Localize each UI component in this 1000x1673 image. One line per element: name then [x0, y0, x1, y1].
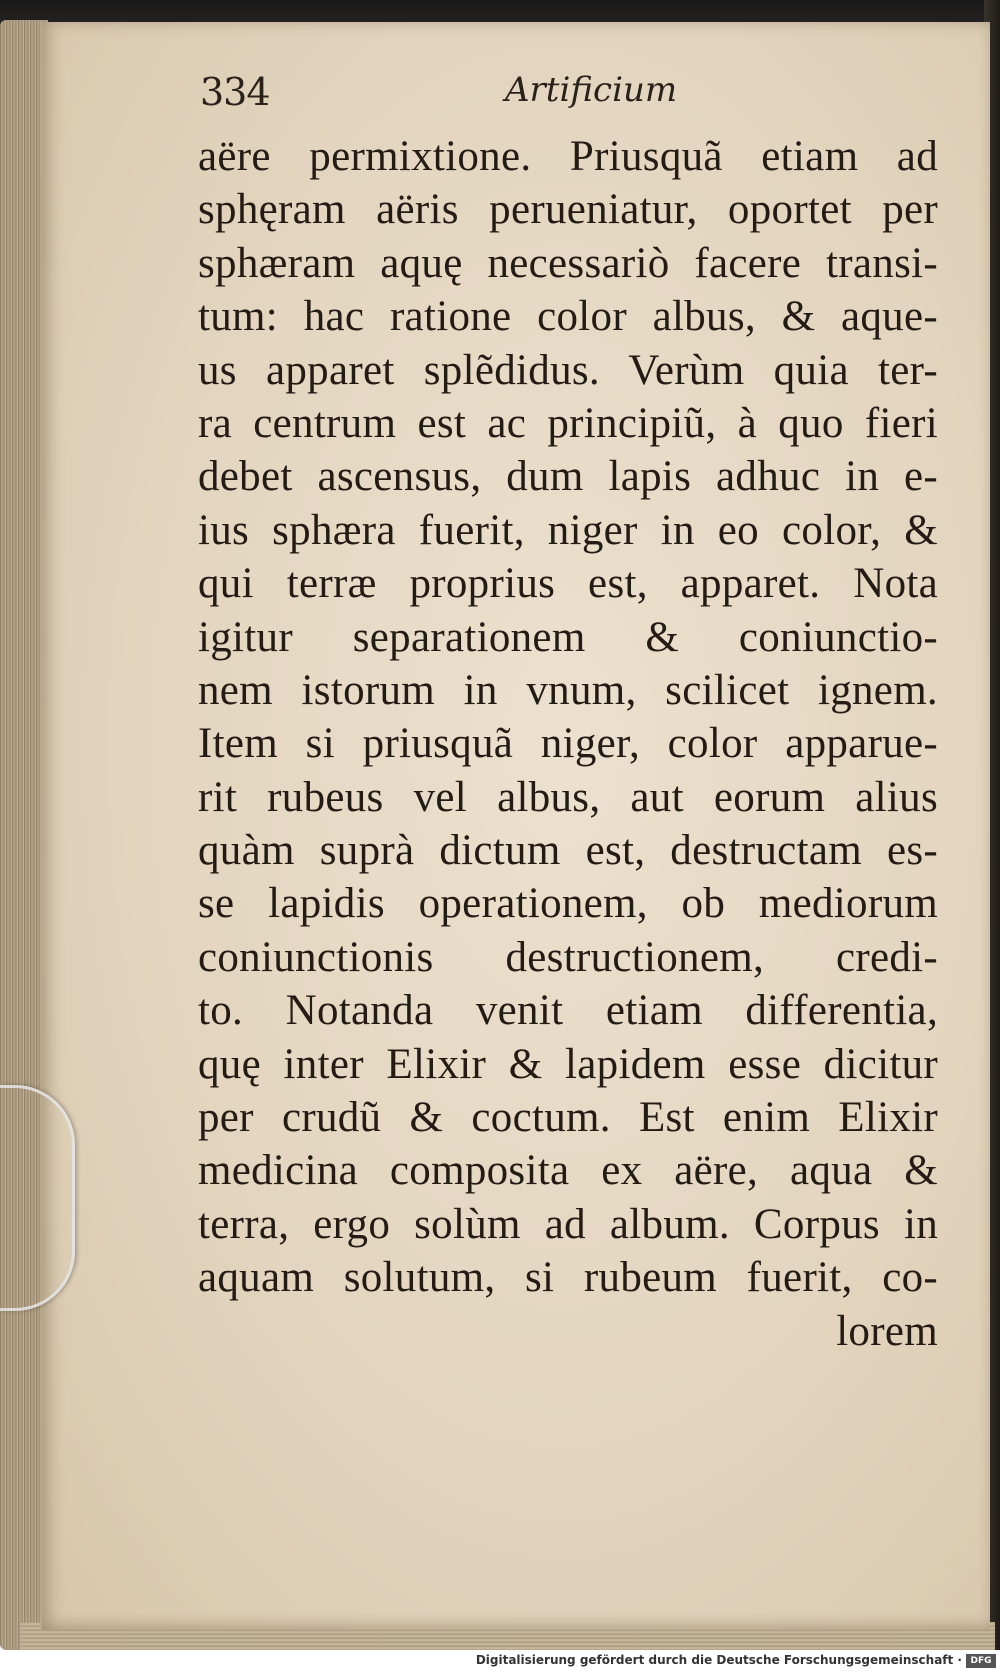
text-line: rit rubeus vel albus, aut eorum alius [198, 773, 938, 821]
text-line: igitur separationem & coniunctio- [198, 613, 938, 661]
text-line: ius sphæra fuerit, niger in eo color, & [198, 506, 938, 554]
page-holder-clip [0, 1085, 75, 1311]
text-line: us apparet splẽdidus. Verùm quia ter- [198, 346, 938, 394]
text-line: Item si priusquã niger, color apparue- [198, 720, 938, 768]
text-line: per crudũ & coctum. Est enim Elixir [198, 1094, 938, 1142]
text-line: ra centrum est ac principiũ, à quo fieri [198, 399, 938, 447]
text-line: tum: hac ratione color albus, & aque- [198, 293, 938, 341]
funding-credit: Digitalisierung gefördert durch die Deutsche Forschungsgemeinschaft · [475, 1653, 962, 1667]
running-title: Artificium [505, 70, 678, 110]
digitization-footer [0, 1650, 1000, 1673]
running-head [200, 70, 920, 130]
dfg-logo-icon: DFG [966, 1654, 996, 1668]
text-line: quę inter Elixir & lapidem esse dicitur [198, 1040, 938, 1088]
text-line: to. Notanda venit etiam differentia, [198, 987, 938, 1035]
text-line: se lapidis operationem, ob mediorum [198, 880, 938, 928]
text-line: medicina composita ex aëre, aqua & [198, 1147, 938, 1195]
text-line: quàm suprà dictum est, destructam es- [198, 827, 938, 875]
text-line: qui terræ proprius est, apparet. Nota [198, 560, 938, 608]
body-text [198, 130, 938, 1358]
text-line: sphęram aëris perueniatur, oportet per [198, 186, 938, 234]
catchword: lorem [836, 1307, 938, 1355]
text-line: debet ascensus, dum lapis adhuc in e- [198, 453, 938, 501]
text-line: nem istorum in vnum, scilicet ignem. [198, 666, 938, 714]
text-line: aquam solutum, si rubeum fuerit, co- [198, 1254, 938, 1302]
text-line: terra, ergo solùm ad album. Corpus in [198, 1200, 938, 1248]
page-number: 334 [200, 70, 270, 114]
text-line: sphæram aquę necessariò facere transi- [198, 239, 938, 287]
text-line: aëre permixtione. Priusquã etiam ad [198, 133, 938, 180]
text-line: coniunctionis destructionem, credi- [198, 933, 938, 981]
